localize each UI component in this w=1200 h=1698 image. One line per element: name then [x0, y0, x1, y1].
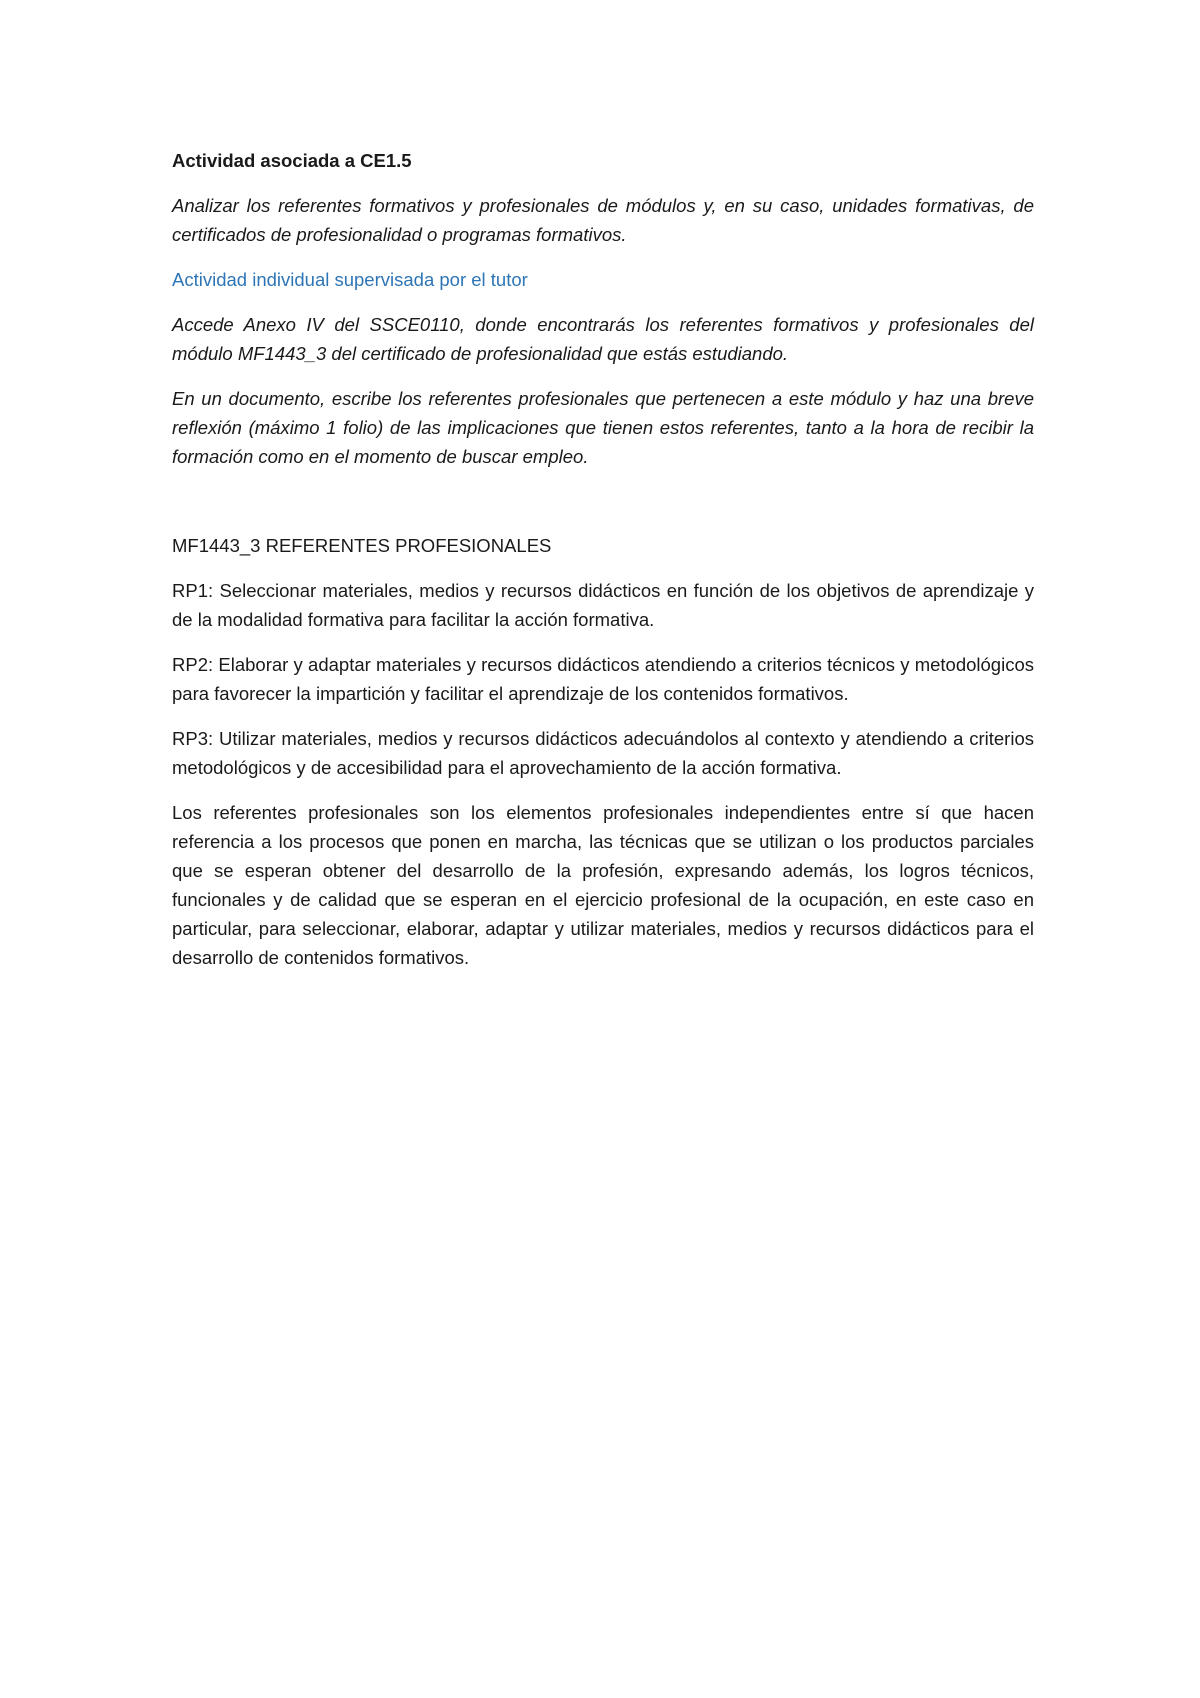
rp-text: Seleccionar materiales, medios y recursos didácticos en función de los objetivos de aprendizaje y de la modalidad formativa para facilitar la acción formativa. — [172, 580, 1034, 630]
activity-instruction-1: Accede Anexo IV del SSCE0110, donde encontrarás los referentes formativos y profesionales del módulo MF1443_3 del certificado de profesionalidad que estás estudiando. — [172, 314, 1034, 364]
rp-label: RP3: — [172, 728, 214, 749]
rp-item-2 — [172, 650, 1034, 708]
rp-item-3 — [172, 724, 1034, 782]
activity-subheading: Actividad individual supervisada por el tutor — [172, 269, 528, 290]
activity-heading: Actividad asociada a CE1.5 — [172, 150, 412, 171]
activity-objective: Analizar los referentes formativos y profesionales de módulos y, en su caso, unidades formativas, de certificados de profesionalidad o programas formativos. — [172, 195, 1034, 245]
section-spacer — [172, 487, 1034, 531]
document-page — [172, 146, 1034, 988]
rp-item-1 — [172, 576, 1034, 634]
rp-text: Elaborar y adaptar materiales y recursos didácticos atendiendo a criterios técnicos y metodológicos para favorecer la impartición y facilitar el aprendizaje de los contenidos formativos. — [172, 654, 1034, 704]
activity-instruction-2: En un documento, escribe los referentes profesionales que pertenecen a este módulo y haz una breve reflexión (máximo 1 folio) de las implicaciones que tienen estos referentes, tanto a la hora de recibir la formación como en el momento de buscar empleo. — [172, 388, 1034, 467]
reflection-paragraph: Los referentes profesionales son los elementos profesionales independientes entre sí que hacen referencia a los procesos que ponen en marcha, las técnicas que se utilizan o los productos parciales que se esperan obtener del desarrollo de la profesión, expresando además, los logros técnicos, funcionales y de calidad que se esperan en el ejercicio profesional de la ocupación, en este caso en particular, para seleccionar, elaborar, adaptar y utilizar materiales, medios y recursos didácticos para el desarrollo de contenidos formativos. — [172, 802, 1034, 968]
rp-label: RP2: — [172, 654, 214, 675]
rp-label: RP1: — [172, 580, 214, 601]
answer-section-title: MF1443_3 REFERENTES PROFESIONALES — [172, 535, 552, 556]
rp-text: Utilizar materiales, medios y recursos didácticos adecuándolos al contexto y atendiendo a criterios metodológicos y de accesibilidad para el aprovechamiento de la acción formativa. — [172, 728, 1034, 778]
